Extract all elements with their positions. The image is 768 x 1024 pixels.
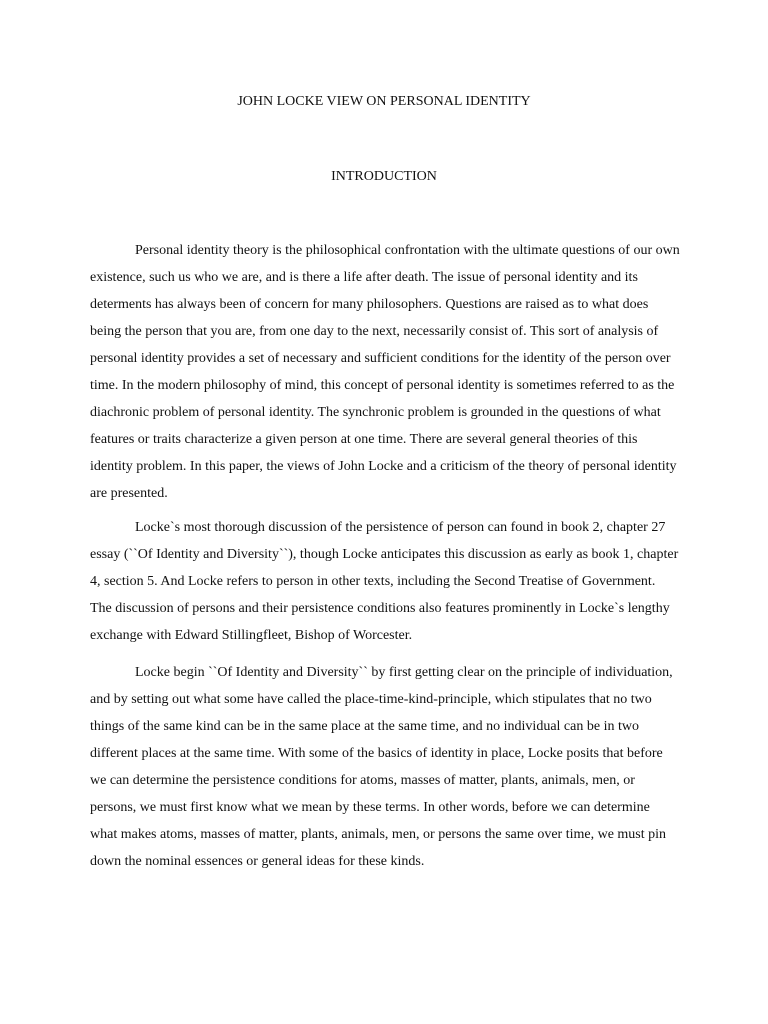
section-heading-introduction: INTRODUCTION [331,169,437,184]
document-title: JOHN LOCKE VIEW ON PERSONAL IDENTITY [237,94,531,109]
paragraph-3: Locke begin ``Of Identity and Diversity`` by first getting clear on the principle of individuation, and by setting out what some have called the place-time-kind-principle, which stipulates that no two things of the same kind can be in the same place at the same time, and no individual can be in two different places at the same time. With some of the basics of identity in place, Locke posits that before we can determine the persistence conditions for atoms, masses of matter, plants, animals, men, or persons, we must first know what we mean by these terms. In other words, before we can determine what makes atoms, masses of matter, plants, animals, men, or persons the same over time, we must pin down the nominal essences or general ideas for these kinds. [90,665,673,869]
paragraph-2: Locke`s most thorough discussion of the persistence of person can found in book 2, chapter 27 essay (``Of Identity and Diversity``), though Locke anticipates this discussion as early as book 1, chapter 4, section 5. And Locke refers to person in other texts, including the Second Treatise of Government. The discussion of persons and their persistence conditions also features prominently in Locke`s lengthy exchange with Edward Stillingfleet, Bishop of Worcester. [90,520,679,643]
paragraph-1: Personal identity theory is the philosophical confrontation with the ultimate questions of our own existence, such us who we are, and is there a life after death. The issue of personal identity and its determents has always been of concern for many philosophers. Questions are raised as to what does being the person that you are, from one day to the next, necessarily consist of. This sort of analysis of personal identity provides a set of necessary and sufficient conditions for the identity of the person over time. In the modern philosophy of mind, this concept of personal identity is sometimes referred to as the diachronic problem of personal identity. The synchronic problem is grounded in the questions of what features or traits characterize a given person at one time. There are several general theories of this identity problem. In this paper, the views of John Locke and a criticism of the theory of personal identity are presented. [90,243,680,501]
